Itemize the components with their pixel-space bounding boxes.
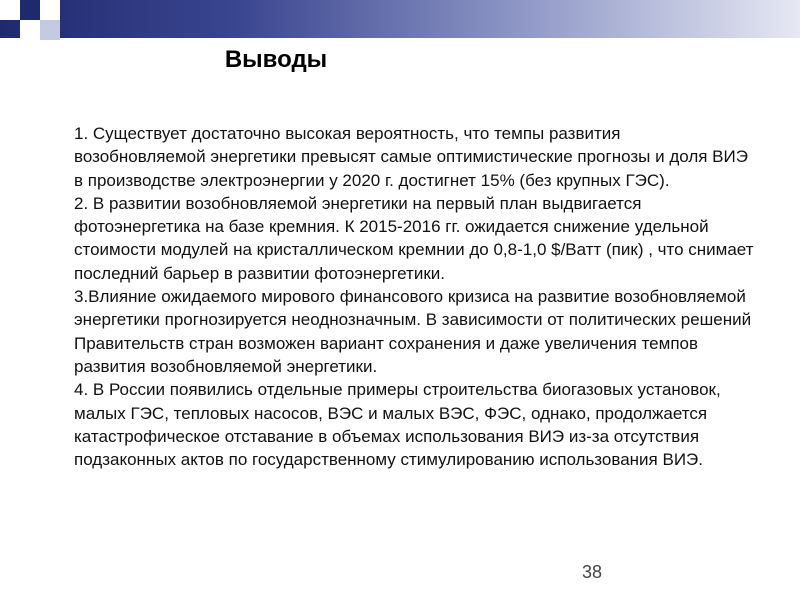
decor-square [20,20,40,40]
header-gradient-band [0,0,800,38]
decor-square [0,0,20,20]
decor-square [40,20,60,40]
conclusion-paragraph: 2. В развитии возобновляемой энергетики на первый план выдвигается фотоэнергетика на базе кремния. К 2015-2016 гг. ожидается снижение удельной стоимости модулей на кристаллическом кремнии до 0,8-1,0 $/Ватт (пик) , что снимает последний барьер в развитии фотоэнергетики. [74,193,754,283]
page-number: 38 [582,562,603,582]
slide-title: Выводы [224,46,328,73]
conclusion-paragraph: 1. Существует достаточно высокая вероятность, что темпы развития возобновляемой энергетики превысят самые оптимистические прогнозы и доля ВИЭ в производстве электроэнергии у 2020 г. достигнет 15% (без крупных ГЭС). [74,124,748,190]
decor-square [40,0,60,20]
slide-body [74,122,754,471]
decor-square [20,0,40,20]
conclusion-paragraph: 4. В России появились отдельные примеры строительства биогазовых установок, малых ГЭС, тепловых насосов, ВЭС и малых ВЭС, ФЭС, однако, продолжается катастрофическое отставание в объемах использования ВИЭ из-за отсутствия подзаконных актов по государственному стимулированию использования ВИЭ. [74,380,721,470]
conclusion-paragraph: 3.Влияние ожидаемого мирового финансового кризиса на развитие возобновляемой энергетики прогнозируется неоднозначным. В зависимости от политических решений Правительств стран возможен вариант сохранения и даже увеличения темпов развития возобновляемой энергетики. [74,287,752,376]
